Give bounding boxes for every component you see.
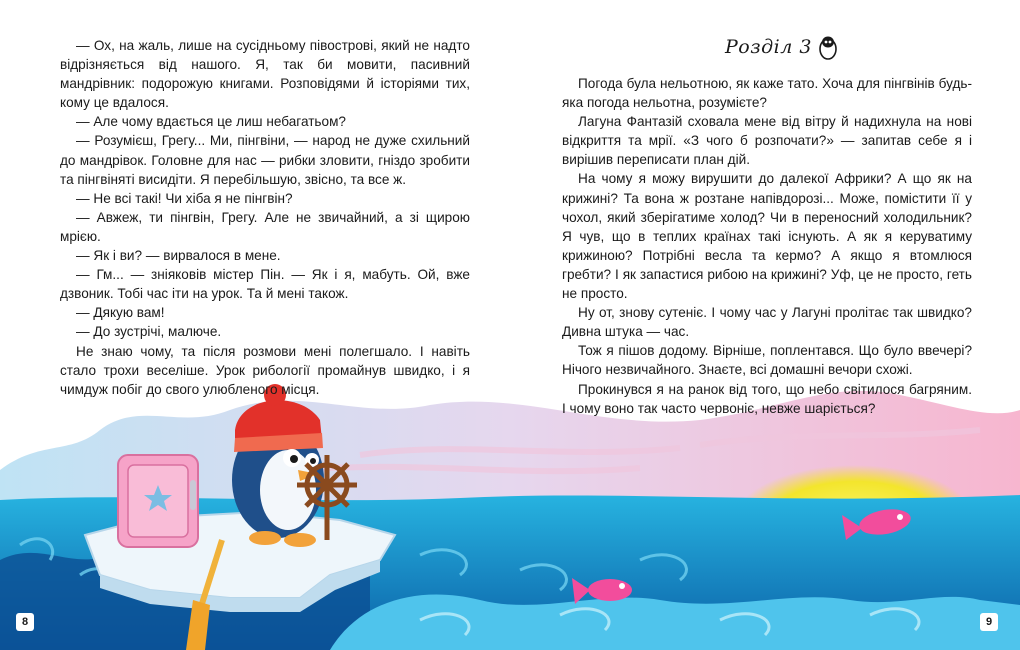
paragraph: Ну от, знову сутеніє. І чому час у Лагуні пролітає так швидко? Дивна штука — час. [562,305,972,340]
paragraph: — Не всі такі! Чи хіба я не пінгвін? [76,190,293,206]
paragraph: На чому я можу вирушити до далекої Африки? А що як на крижині? Та вона ж розтане напівдорозі... Може, помістити її у чохол, який зберігатиме холод? Чи в переносний холодильник? Я чув, що в теплих країнах такі існують. А як я керуватиму крижиною? Потрібні весла та кермо? А якщо я втомлюся гребти? І як запастися рибою на крижині? Уф, це не просто, геть не просто. [562,171,972,302]
paragraph: — Розумієш, Грегу... Ми, пінгвіни, — народ не дуже схильний до мандрівок. Головне для нас — рибки зловити, гніздо зробити та пінгвіняті висидіти. Я перебільшую, звісно, та все ж. [60,133,470,187]
wave-light-foreground [330,594,1020,650]
page-number-right: 9 [980,613,998,631]
penguin-icon [818,34,838,60]
paragraph: Лагуна Фантазій сховала мене від вітру й надихнула на нові відкриття та мрії. «З чого б розпочати?» — запитав себе я і вирішив переписати план дій. [562,114,972,168]
right-page-text [562,74,972,418]
chapter-heading [725,34,838,60]
paragraph: — Авжеж, ти пінгвін, Грегу. Але не звичайний, а зі щирою мрією. [60,209,470,244]
paragraph: — Ох, на жаль, лише на сусідньому півострові, який не надто відрізняється від нашого. Я, так би мовити, пасивний мандрівник: подорожую книгами. Розповідями й історіями тих, кому це вдалося. [60,38,470,111]
chapter-title: Розділ 3 [725,36,812,58]
paragraph: Прокинувся я на ранок від того, що небо світилося багряним. І чому воно так часто червоніє, невже шаріється? [562,381,972,416]
paragraph: Не знаю чому, та після розмови мені полегшало. І навіть стало трохи веселіше. Урок рибології промайнув швидко, і я чимдуж побіг до свого улюбленого місця. [60,343,470,397]
paragraph: — До зустрічі, малюче. [76,324,222,340]
left-page-text [60,36,470,399]
paragraph: Тож я пішов додому. Вірніше, поплентався. Що було ввечері? Нічого незвичайного. Знаєте, всі домашні вечори схожі. [562,343,972,378]
paragraph: — Дякую вам! [76,305,165,321]
paragraph: — Гм... — зніяковів містер Пін. — Як і я, мабуть. Ой, вже дзвоник. Тобі час іти на урок. Та й мені також. [60,267,470,302]
paragraph: Погода була нельотною, як каже тато. Хоча для пінгвінів будь-яка погода нельотна, розумієте? [562,76,972,111]
paragraph: — Але чому вдається це лиш небагатьом? [76,114,346,130]
pink-fridge [118,455,198,547]
page-number-left: 8 [16,613,34,631]
paragraph: — Як і ви? — вирвалося в мене. [76,248,281,264]
